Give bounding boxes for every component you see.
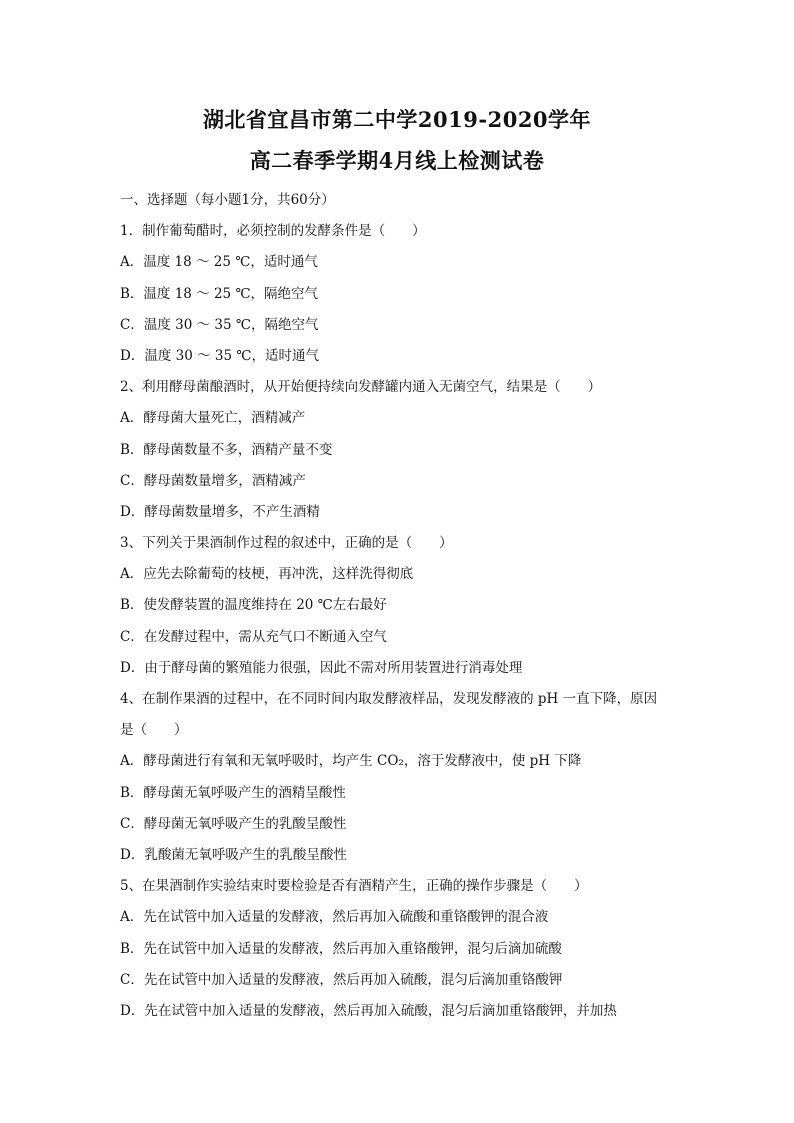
content-lines xyxy=(120,185,740,1027)
question-2-option-b: B．酵母菌数量不多，酒精产量不变 xyxy=(120,441,333,458)
question-5-stem: 5、在果酒制作实验结束时要检验是否有酒精产生，正确的操作步骤是（ ） xyxy=(120,878,588,895)
question-4-option-a: A．酵母菌进行有氧和无氧呼吸时，均产生 CO₂，溶于发酵液中，使 pH 下降 xyxy=(120,753,582,770)
question-4-option-b: B．酵母菌无氧呼吸产生的酒精呈酸性 xyxy=(120,784,346,801)
section-heading: 一、选择题（每小题1分，共60分） xyxy=(120,192,335,208)
question-2-option-a: A．酵母菌大量死亡，酒精减产 xyxy=(120,410,306,427)
question-4-option-d: D．乳酸菌无氧呼吸产生的乳酸呈酸性 xyxy=(120,846,347,863)
question-2-option-c: C．酵母菌数量增多，酒精减产 xyxy=(120,472,306,489)
question-3-option-d: D．由于酵母菌的繁殖能力很强，因此不需对所用装置进行消毒处理 xyxy=(120,659,523,676)
question-5-option-a: A．先在试管中加入适量的发酵液，然后再加入硫酸和重铬酸钾的混合液 xyxy=(120,909,549,926)
question-4-option-c: C．酵母菌无氧呼吸产生的乳酸呈酸性 xyxy=(120,815,347,832)
question-2-stem: 2、利用酵母菌酿酒时，从开始便持续向发酵罐内通入无菌空气，结果是（ ） xyxy=(120,379,602,396)
question-2-option-d: D．酵母菌数量增多，不产生酒精 xyxy=(120,503,320,520)
question-3-option-a: A．应先去除葡萄的枝梗，再冲洗，这样洗得彻底 xyxy=(120,566,414,583)
question-1-stem: 1．制作葡萄醋时，必须控制的发酵条件是（ ） xyxy=(120,223,426,240)
title-line-2: 高二春季学期4月线上检测试卷 xyxy=(249,148,545,173)
question-3-option-c: C．在发酵过程中，需从充气口不断通入空气 xyxy=(120,628,387,645)
question-4-stem-line-2: 是（ ） xyxy=(120,722,188,739)
question-3-option-b: B．使发酵装置的温度维持在 20 ℃左右最好 xyxy=(120,597,387,614)
question-1-option-d: D．温度 30 ～ 35 ℃，适时通气 xyxy=(120,347,319,364)
question-1-option-a: A．温度 18 ～ 25 ℃，适时通气 xyxy=(120,254,318,271)
question-4-stem-line-1: 4、在制作果酒的过程中，在不同时间内取发酵液样品，发现发酵液的 pH 一直下降，原因 xyxy=(120,691,658,707)
question-5-option-b: B．先在试管中加入适量的发酵液，然后再加入重铬酸钾，混匀后滴加硫酸 xyxy=(120,940,562,957)
question-5-option-d: D．先在试管中加入适量的发酵液，然后再加入硫酸，混匀后滴加重铬酸钾，并加热 xyxy=(120,1002,617,1019)
question-5-option-c: C．先在试管中加入适量的发酵液，然后再加入硫酸，混匀后滴加重铬酸钾 xyxy=(120,971,563,988)
question-1-option-b: B．温度 18 ～ 25 ℃，隔绝空气 xyxy=(120,285,319,302)
question-3-stem: 3、下列关于果酒制作过程的叙述中，正确的是（ ） xyxy=(120,535,453,552)
title-line-1: 湖北省宜昌市第二中学2019-2020学年 xyxy=(202,107,592,132)
question-1-option-c: C．温度 30 ～ 35 ℃，隔绝空气 xyxy=(120,316,319,333)
